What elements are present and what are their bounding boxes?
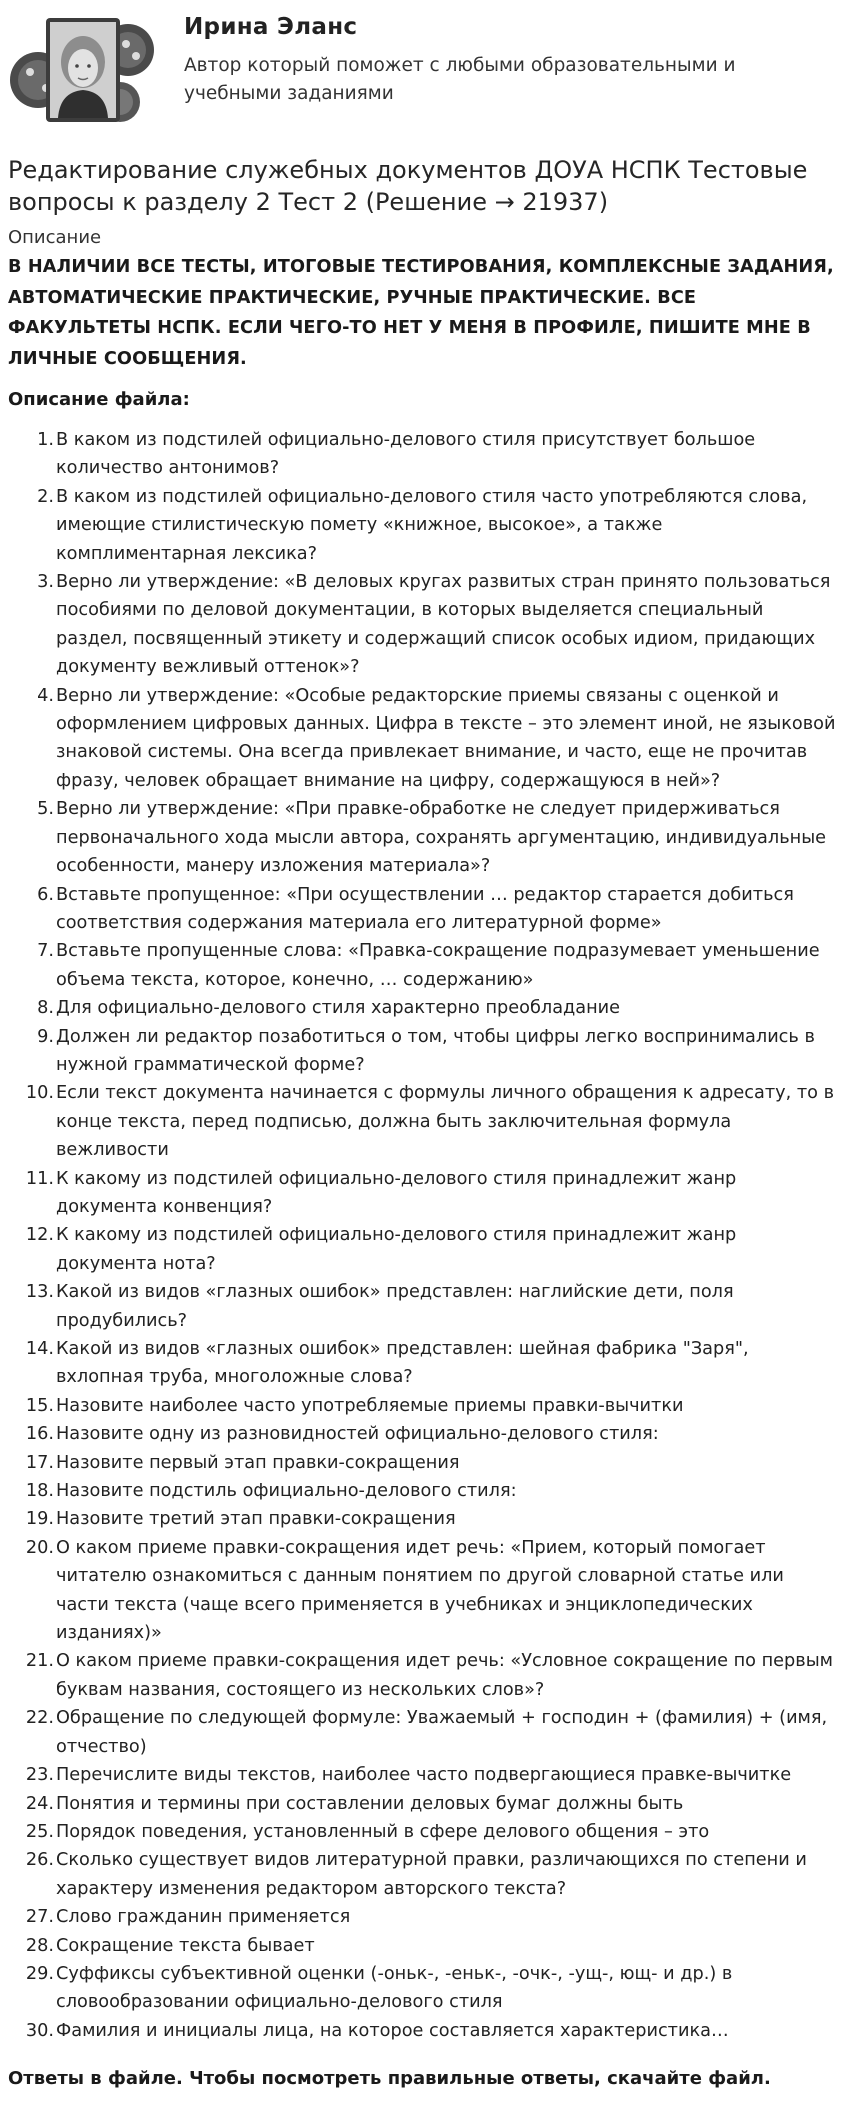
- question-item: [8, 1932, 839, 1960]
- question-number: 18.: [25, 1481, 54, 1502]
- question-item: [8, 1023, 839, 1080]
- question-number: 26.: [25, 1850, 54, 1871]
- question-item: [8, 1449, 839, 1477]
- author-avatar[interactable]: [8, 10, 158, 130]
- question-text: Верно ли утверждение: «Особые редакторские приемы связаны с оценкой и оформлением цифровых данных. Цифра в тексте – это элемент иной, не языковой знаковой системы. Она всегда привлекает внимание, и часто, еще не прочитав фразу, человек обращает внимание на цифру, содержащуюся в ней»?: [56, 685, 836, 791]
- question-item: [8, 881, 839, 938]
- question-number: 16.: [25, 1424, 54, 1445]
- question-text: Назовите наиболее часто употребляемые приемы правки-вычитки: [56, 1395, 684, 1416]
- question-item: [8, 1079, 839, 1164]
- question-item: [8, 1392, 839, 1420]
- question-number: 14.: [25, 1339, 54, 1359]
- question-list: [8, 426, 839, 2045]
- question-number: 2.: [37, 486, 54, 507]
- question-number: 12.: [25, 1225, 54, 1246]
- question-text: К какому из подстилей официально-делового стиля принадлежит жанр документа нота?: [56, 1225, 737, 1274]
- question-item: [8, 1818, 839, 1846]
- question-text: Суффиксы субъективной оценки (-оньк-, -еньк-, -очк-, -ущ-, ющ- и др.) в словообразовании официально-делового стиля: [56, 1963, 733, 2013]
- question-number: 8.: [37, 998, 54, 1019]
- question-item: [8, 1221, 839, 1278]
- question-item: [8, 994, 839, 1022]
- question-number: 30.: [25, 2020, 54, 2041]
- question-text: Вставьте пропущенные слова: «Правка-сокращение подразумевает уменьшение объема текста, которое, конечно, … содержанию»: [56, 941, 820, 990]
- document-title: Редактирование служебных документов ДОУА НСПК Тестовые вопросы к разделу 2 Тест 2 (Решение → 21937): [8, 156, 808, 216]
- question-number: 3.: [37, 572, 54, 593]
- question-number: 11.: [25, 1168, 54, 1189]
- question-number: 25.: [25, 1821, 54, 1842]
- question-text: О каком приеме правки-сокращения идет речь: «Условное сокращение по первым буквам названия, состоящего из нескольких слов»?: [56, 1651, 834, 1700]
- question-item: [8, 568, 839, 682]
- availability-notice: В НАЛИЧИИ ВСЕ ТЕСТЫ, ИТОГОВЫЕ ТЕСТИРОВАНИЯ, КОМПЛЕКСНЫЕ ЗАДАНИЯ, АВТОМАТИЧЕСКИЕ ПРАКТИЧЕСКИЕ, РУЧНЫЕ ПРАКТИЧЕСКИЕ. ВСЕ ФАКУЛЬТЕТЫ НСПК. ЕСЛИ ЧЕГО-ТО НЕТ У МЕНЯ В ПРОФИЛЕ, ПИШИТЕ МНЕ В ЛИЧНЫЕ СООБЩЕНИЯ.: [8, 257, 834, 369]
- question-number: 9.: [37, 1026, 54, 1047]
- question-number: 15.: [25, 1395, 54, 1416]
- question-item: [8, 1790, 839, 1818]
- question-item: [8, 1761, 839, 1789]
- question-number: 19.: [25, 1509, 54, 1530]
- question-number: 20.: [25, 1537, 54, 1558]
- question-text: Назовите подстиль официально-делового стиля:: [56, 1481, 517, 1502]
- question-text: Верно ли утверждение: «В деловых кругах развитых стран принято пользоваться пособиями по деловой документации, в которых выделяется специальный раздел, посвященный этикету и содержащий список особых идиом, придающих документу вежливый оттенок»?: [56, 572, 831, 678]
- question-number: 21.: [25, 1651, 54, 1672]
- description-label: Описание: [8, 227, 102, 248]
- question-item: [8, 483, 839, 568]
- question-text: Понятия и термины при составлении деловых бумаг должны быть: [56, 1793, 684, 1814]
- question-number: 24.: [25, 1793, 54, 1814]
- question-item: [8, 426, 839, 483]
- question-text: К какому из подстилей официально-делового стиля принадлежит жанр документа конвенция?: [56, 1168, 737, 1217]
- question-text: Фамилия и инициалы лица, на которое составляется характеристика…: [56, 2020, 729, 2041]
- question-item: [8, 795, 839, 880]
- question-text: Должен ли редактор позаботиться о том, чтобы цифры легко воспринимались в нужной грамматической форме?: [56, 1026, 815, 1075]
- question-text: Какой из видов «глазных ошибок» представлен: наглийские дети, поля продубились?: [56, 1282, 734, 1331]
- question-item: [8, 1420, 839, 1448]
- question-item: [8, 1278, 839, 1335]
- question-item: [8, 1534, 839, 1648]
- question-text: Назовите одну из разновидностей официально-делового стиля:: [56, 1424, 659, 1445]
- question-text: Обращение по следующей формуле: Уважаемый + господин + (фамилия) + (имя, отчество): [56, 1708, 828, 1757]
- film-reel-avatar-icon: [8, 10, 158, 130]
- question-item: [8, 1335, 839, 1392]
- question-number: 23.: [25, 1765, 54, 1786]
- question-text: Вставьте пропущенное: «При осуществлении … редактор старается добиться соответствия содержания материала его литературной форме»: [56, 884, 794, 933]
- question-number: 13.: [25, 1282, 54, 1303]
- question-number: 7.: [37, 941, 54, 962]
- question-item: [8, 2017, 839, 2045]
- question-number: 22.: [25, 1708, 54, 1729]
- question-number: 27.: [25, 1907, 54, 1928]
- question-item: [8, 1846, 839, 1903]
- file-description-label: Описание файла:: [8, 389, 190, 410]
- question-item: [8, 1903, 839, 1931]
- question-number: 29.: [25, 1963, 54, 1984]
- question-text: Для официально-делового стиля характерно преобладание: [56, 998, 621, 1019]
- question-item: [8, 1704, 839, 1761]
- question-text: Порядок поведения, установленный в сфере делового общения – это: [56, 1821, 710, 1842]
- question-text: Слово гражданин применяется: [56, 1907, 351, 1928]
- question-number: 17.: [25, 1452, 54, 1473]
- question-number: 28.: [25, 1935, 54, 1956]
- question-item: [8, 682, 839, 796]
- question-text: Сколько существует видов литературной правки, различающихся по степени и характеру изменения редактором авторского текста?: [56, 1850, 807, 1899]
- question-text: Если текст документа начинается с формулы личного обращения к адресату, то в конце текста, перед подписью, должна быть заключительная формула вежливости: [56, 1083, 835, 1161]
- question-number: 10.: [25, 1083, 54, 1104]
- question-item: [8, 1165, 839, 1222]
- question-text: Верно ли утверждение: «При правке-обработке не следует придерживаться первоначального хода мысли автора, сохранять аргументацию, индивидуальные особенности, манеру изложения материала»?: [56, 799, 827, 877]
- question-text: Назовите первый этап правки-сокращения: [56, 1452, 460, 1473]
- question-item: [8, 1960, 839, 2017]
- question-number: 1.: [37, 430, 54, 450]
- question-item: [8, 1505, 839, 1533]
- question-number: 6.: [37, 884, 54, 905]
- question-text: В каком из подстилей официально-делового стиля присутствует большое количество антонимов?: [56, 430, 756, 479]
- question-item: [8, 937, 839, 994]
- question-text: В каком из подстилей официально-делового стиля часто употребляются слова, имеющие стилистическую помету «книжное, высокое», а также комплиментарная лексика?: [56, 486, 808, 564]
- author-name[interactable]: Ирина Эланс: [184, 14, 358, 40]
- question-text: О каком приеме правки-сокращения идет речь: «Прием, который помогает читателю ознакомиться с данным понятием по другой словарной статье или части текста (чаще всего применяется в учебниках и энциклопедических изданиях)»: [56, 1537, 784, 1644]
- question-text: Назовите третий этап правки-сокращения: [56, 1509, 456, 1530]
- question-item: [8, 1647, 839, 1704]
- author-card: [8, 10, 839, 132]
- question-item: [8, 1477, 839, 1505]
- author-description: Автор который поможет с любыми образовательными и учебными заданиями: [184, 55, 736, 104]
- question-text: Сокращение текста бывает: [56, 1935, 315, 1956]
- question-text: Перечислите виды текстов, наиболее часто подвергающиеся правке-вычитке: [56, 1765, 792, 1786]
- question-number: 5.: [37, 799, 54, 820]
- question-number: 4.: [37, 685, 54, 706]
- question-text: Какой из видов «глазных ошибок» представлен: шейная фабрика "Заря", вхлопная труба, многоложные слова?: [56, 1339, 749, 1388]
- answers-note: Ответы в файле. Чтобы посмотреть правильные ответы, скачайте файл.: [8, 2068, 771, 2090]
- author-info: [184, 10, 804, 108]
